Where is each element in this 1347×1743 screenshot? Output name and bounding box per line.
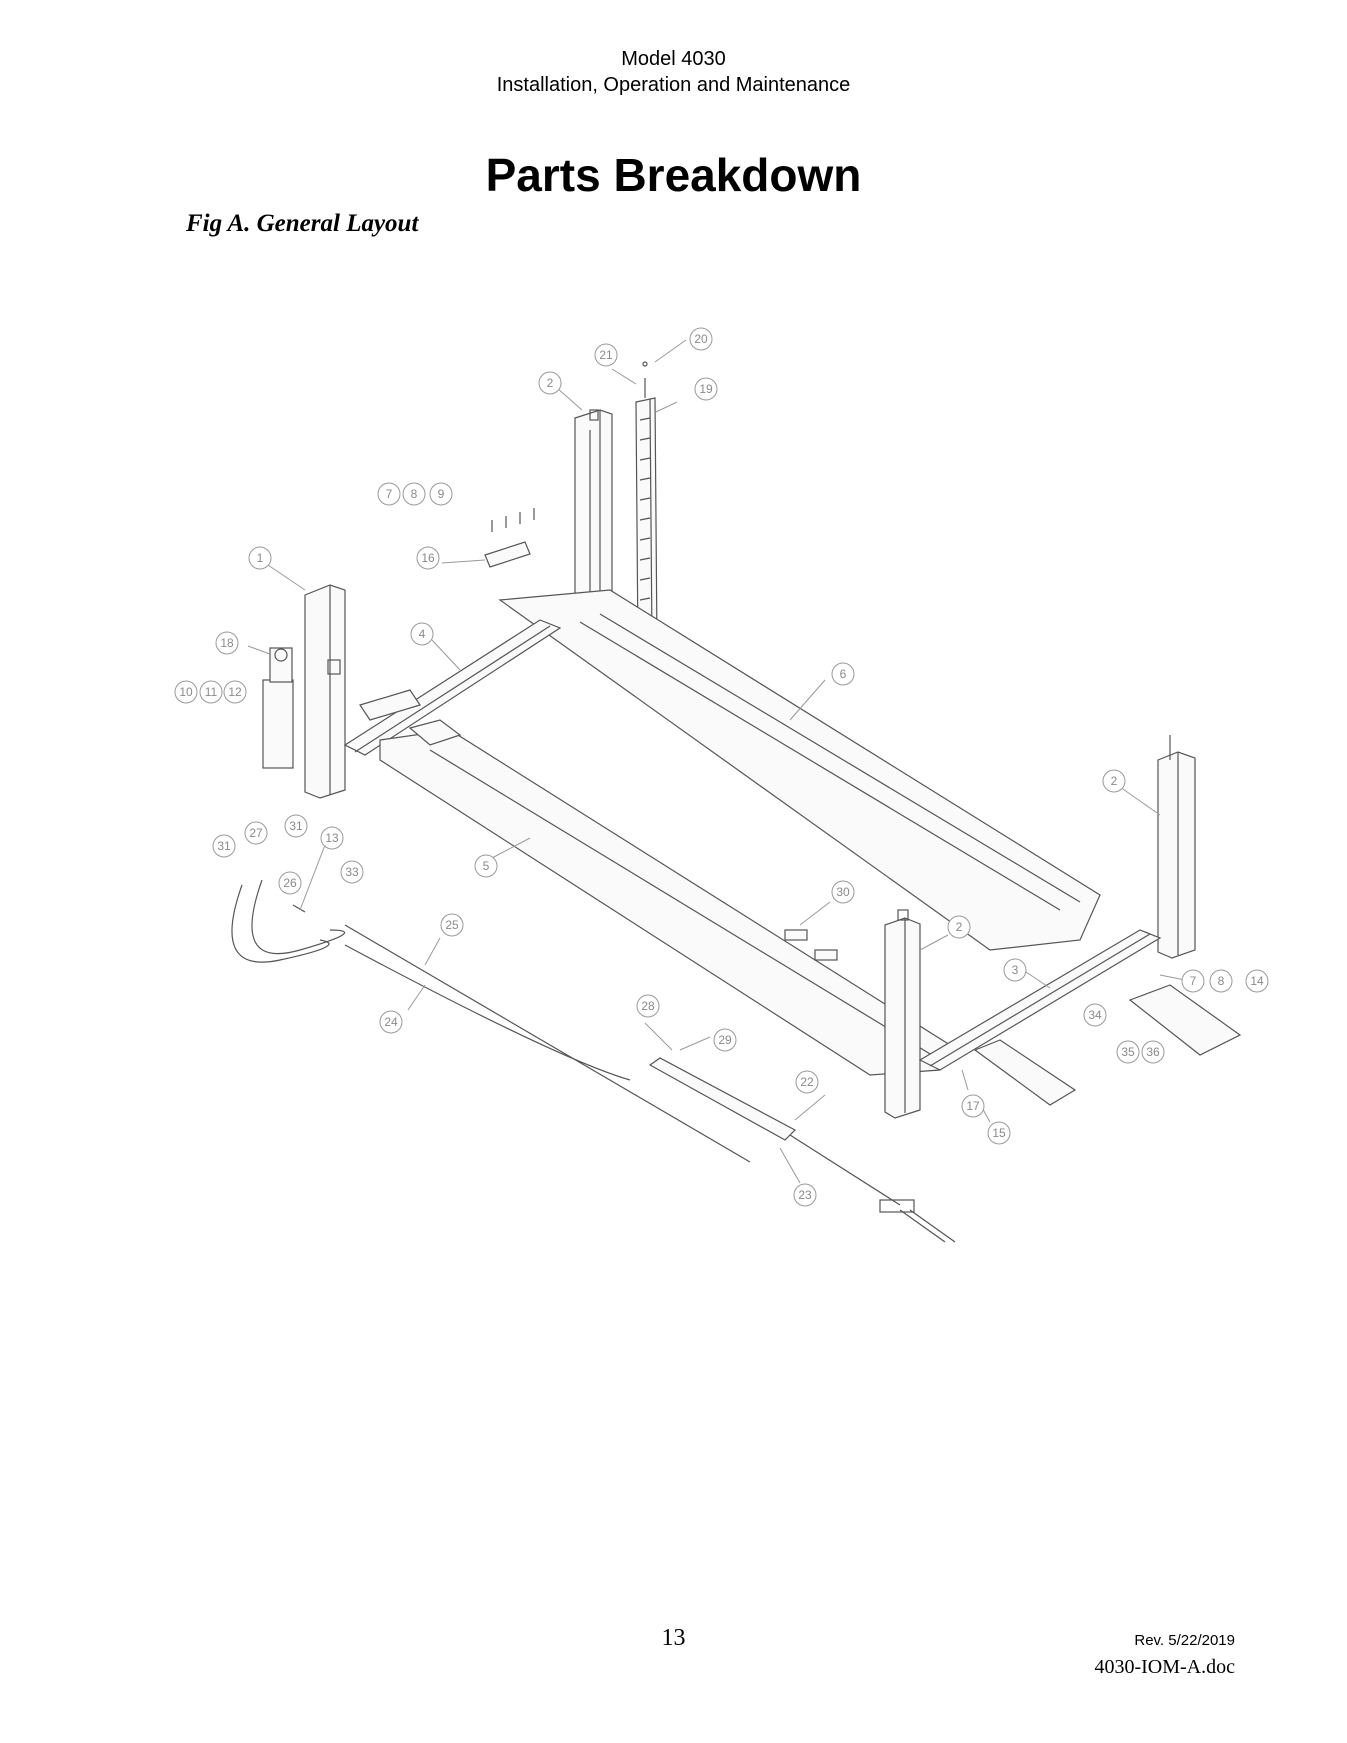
callout-24 bbox=[380, 1011, 402, 1033]
cap-plate bbox=[485, 542, 530, 567]
post-far-right bbox=[1158, 735, 1195, 958]
callout-13 bbox=[321, 827, 343, 849]
callout-number: 8 bbox=[410, 487, 418, 501]
callout-8 bbox=[403, 483, 425, 505]
callout-number: 30 bbox=[836, 885, 850, 899]
callout-12 bbox=[224, 681, 246, 703]
document-name: 4030-IOM-A.doc bbox=[1094, 1656, 1235, 1678]
callout-16 bbox=[417, 547, 439, 569]
callout-number: 10 bbox=[179, 685, 193, 699]
callout-number: 16 bbox=[421, 551, 435, 565]
callout-29 bbox=[714, 1029, 736, 1051]
page-number: 13 bbox=[661, 1625, 686, 1651]
callout-11 bbox=[200, 681, 222, 703]
callout-number: 18 bbox=[220, 636, 234, 650]
callout-22 bbox=[796, 1071, 818, 1093]
callout-19 bbox=[695, 378, 717, 400]
post-front-left bbox=[305, 585, 345, 798]
callout-3 bbox=[1004, 959, 1026, 981]
callout-23 bbox=[794, 1184, 816, 1206]
callout-number: 28 bbox=[641, 999, 655, 1013]
callout-number: 13 bbox=[325, 831, 339, 845]
callout-14 bbox=[1246, 970, 1268, 992]
callout-number: 2 bbox=[1110, 774, 1118, 788]
callout-number: 17 bbox=[966, 1099, 980, 1113]
callout-30 bbox=[832, 881, 854, 903]
callout-number: 35 bbox=[1121, 1045, 1135, 1059]
callout-28 bbox=[637, 995, 659, 1017]
locking-ladder bbox=[636, 362, 657, 650]
callout-number: 9 bbox=[437, 487, 445, 501]
callout-number: 31 bbox=[217, 839, 231, 853]
callout-number: 21 bbox=[599, 348, 613, 362]
callout-33 bbox=[341, 861, 363, 883]
callout-number: 8 bbox=[1217, 974, 1225, 988]
revision-date: Rev. 5/22/2019 bbox=[1134, 1632, 1235, 1649]
callout-15 bbox=[988, 1122, 1010, 1144]
callout-number: 2 bbox=[546, 376, 554, 390]
callout-5 bbox=[475, 855, 497, 877]
callout-36 bbox=[1142, 1041, 1164, 1063]
callout-number: 12 bbox=[228, 685, 242, 699]
callout-number: 11 bbox=[204, 685, 218, 699]
callout-2 bbox=[948, 916, 970, 938]
callout-18 bbox=[216, 632, 238, 654]
callout-number: 26 bbox=[283, 876, 297, 890]
page-title: Parts Breakdown bbox=[485, 149, 862, 201]
callout-number: 6 bbox=[839, 667, 847, 681]
callout-number: 24 bbox=[384, 1015, 398, 1029]
slider-block bbox=[815, 950, 837, 960]
callout-number: 14 bbox=[1250, 974, 1264, 988]
callout-number: 27 bbox=[249, 826, 263, 840]
callout-21 bbox=[595, 344, 617, 366]
power-unit bbox=[263, 648, 293, 768]
callout-4 bbox=[411, 623, 433, 645]
post-front-right bbox=[885, 910, 920, 1118]
callout-number: 7 bbox=[385, 487, 393, 501]
callout-number: 25 bbox=[445, 918, 459, 932]
callout-number: 29 bbox=[718, 1033, 732, 1047]
callout-1 bbox=[249, 547, 271, 569]
callout-number: 1 bbox=[256, 551, 264, 565]
callout-number: 4 bbox=[418, 627, 426, 641]
callout-31 bbox=[213, 835, 235, 857]
callout-20 bbox=[690, 328, 712, 350]
callout-2 bbox=[539, 372, 561, 394]
callout-10 bbox=[175, 681, 197, 703]
bolts-group bbox=[492, 508, 534, 532]
callout-6 bbox=[832, 663, 854, 685]
callout-number: 3 bbox=[1011, 963, 1019, 977]
callout-number: 5 bbox=[482, 859, 490, 873]
callout-2 bbox=[1103, 770, 1125, 792]
callout-number: 2 bbox=[955, 920, 963, 934]
callout-26 bbox=[279, 872, 301, 894]
callout-34 bbox=[1084, 1004, 1106, 1026]
callout-number: 23 bbox=[798, 1188, 812, 1202]
slider-block bbox=[785, 930, 807, 940]
callout-7 bbox=[1182, 970, 1204, 992]
callout-8 bbox=[1210, 970, 1232, 992]
callout-number: 36 bbox=[1146, 1045, 1160, 1059]
callout-17 bbox=[962, 1095, 984, 1117]
callout-31 bbox=[285, 815, 307, 837]
callout-number: 20 bbox=[694, 332, 708, 346]
callout-25 bbox=[441, 914, 463, 936]
callout-number: 31 bbox=[289, 819, 303, 833]
header-subtitle: Installation, Operation and Maintenance bbox=[496, 74, 851, 96]
runway-back bbox=[500, 590, 1100, 950]
callout-number: 7 bbox=[1189, 974, 1197, 988]
callout-number: 34 bbox=[1088, 1008, 1102, 1022]
callout-number: 33 bbox=[345, 865, 359, 879]
approach-ramp-left bbox=[975, 1040, 1075, 1105]
callout-number: 15 bbox=[992, 1126, 1006, 1140]
callout-35 bbox=[1117, 1041, 1139, 1063]
header-model: Model 4030 bbox=[621, 48, 726, 70]
callout-9 bbox=[430, 483, 452, 505]
parts-diagram bbox=[0, 300, 1347, 1270]
callout-number: 22 bbox=[800, 1075, 814, 1089]
callout-number: 19 bbox=[699, 382, 713, 396]
figure-caption: Fig A. General Layout bbox=[186, 210, 419, 237]
callout-27 bbox=[245, 822, 267, 844]
callout-7 bbox=[378, 483, 400, 505]
